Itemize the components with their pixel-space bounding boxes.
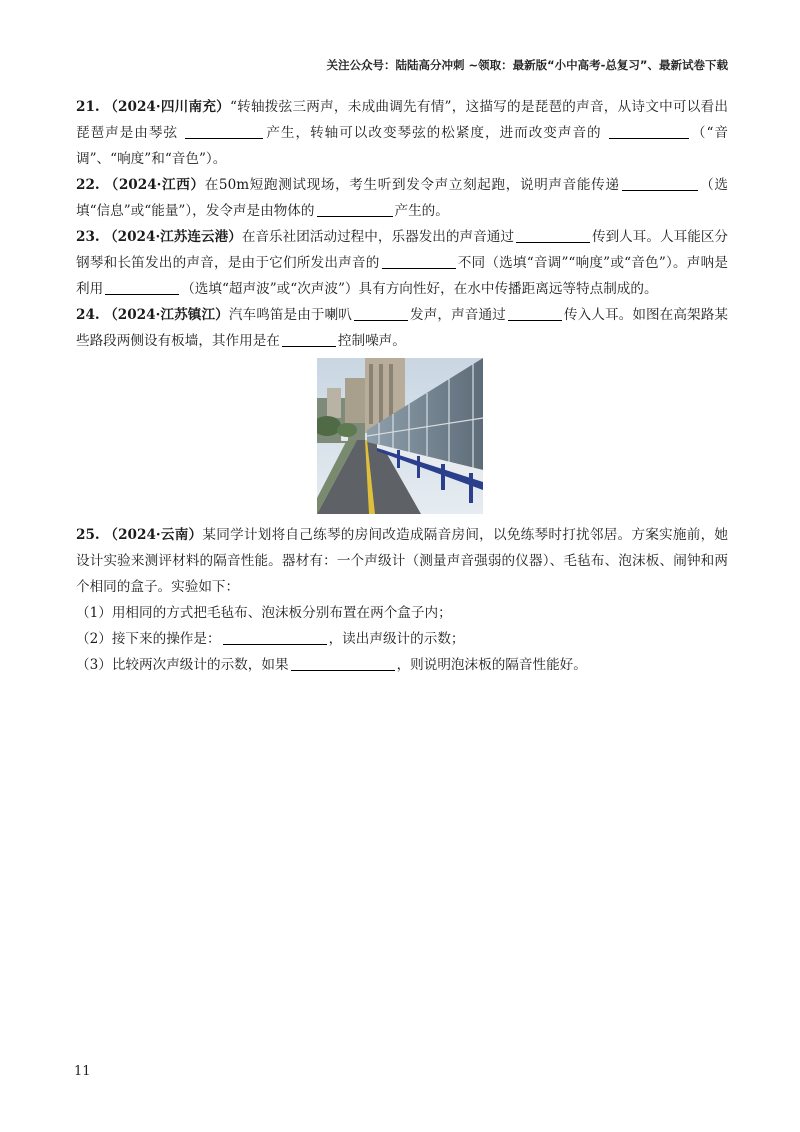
step-text: ，读出声级计的示数； xyxy=(328,631,465,647)
question-25-step-3 xyxy=(76,652,728,678)
highway-barrier-illustration xyxy=(317,358,483,514)
answer-blank[interactable] xyxy=(354,306,408,321)
answer-blank[interactable] xyxy=(282,332,336,347)
question-text: 在音乐社团活动过程中，乐器发出的声音通过 xyxy=(241,229,514,245)
question-text: 产生的。 xyxy=(394,203,449,219)
question-text: 在50m短跑测试现场，考生听到发令声立刻起跑，说明声音能传递 xyxy=(204,177,620,193)
question-number: 23. xyxy=(76,229,100,245)
answer-blank[interactable] xyxy=(291,656,395,671)
question-source: （2024·江西） xyxy=(104,177,205,193)
question-number: 24. xyxy=(76,307,100,323)
question-text: 传到人耳。人耳能区分钢琴和长笛发出的声音，是由于它们所发出声音的 xyxy=(76,229,729,271)
answer-blank[interactable] xyxy=(223,630,327,645)
question-text: 传入人耳。如图在高架路某些路段两侧设有板墙，其作用是在 xyxy=(76,307,729,349)
answer-blank[interactable] xyxy=(508,306,562,321)
question-21 xyxy=(76,94,728,172)
answer-blank[interactable] xyxy=(317,202,393,217)
answer-blank[interactable] xyxy=(516,228,590,243)
question-text: 汽车鸣笛是由于喇叭 xyxy=(228,307,352,323)
question-text: 某同学计划将自己练琴的房间改造成隔音房间，以免练琴时打扰邻居。方案实施前，她设计实验来测评材料的隔音性能。器材有：一个声级计（测量声音强弱的仪器）、毛毡布、泡沫板、闹钟和两个相同的盒子。实验如下： xyxy=(76,527,729,595)
question-text: 发声，声音通过 xyxy=(409,307,506,323)
question-text: （选填“信息”或“能量”），发令声是由物体的 xyxy=(76,177,728,219)
question-source: （2024·江苏镇江） xyxy=(104,307,229,323)
question-25 xyxy=(76,522,728,600)
question-number: 25. xyxy=(76,527,100,543)
step-text: （2）接下来的操作是： xyxy=(76,631,221,647)
question-24 xyxy=(76,302,728,354)
answer-blank[interactable] xyxy=(622,176,698,191)
question-list xyxy=(76,94,728,678)
answer-blank[interactable] xyxy=(609,124,689,139)
question-25-step-1 xyxy=(76,600,728,626)
question-number: 22. xyxy=(76,177,100,193)
question-25-step-2 xyxy=(76,626,728,652)
step-text: （1）用相同的方式把毛毡布、泡沫板分别布置在两个盒子内； xyxy=(76,605,452,621)
question-text: 控制噪声。 xyxy=(337,333,406,349)
answer-blank[interactable] xyxy=(382,254,456,269)
question-text: 产生，转轴可以改变琴弦的松紧度，进而改变声音的 xyxy=(265,125,602,141)
answer-blank[interactable] xyxy=(185,124,263,139)
page-header: 关注公众号：陆陆高分冲刺 ~领取：最新版“小中高考-总复习”、最新试卷下载 xyxy=(326,58,728,72)
step-text: ，则说明泡沫板的隔音性能好。 xyxy=(396,657,587,673)
noise-barrier-photo xyxy=(317,358,483,514)
answer-blank[interactable] xyxy=(105,280,179,295)
question-text: （“音调”、“响度”和“音色”）。 xyxy=(76,125,729,167)
step-text: （3）比较两次声级计的示数，如果 xyxy=(76,657,289,673)
question-number: 21. xyxy=(76,99,100,115)
question-source: （2024·四川南充） xyxy=(104,99,230,115)
question-source: （2024·江苏连云港） xyxy=(104,229,242,245)
question-text: （选填“超声波”或“次声波”）具有方向性好，在水中传播距离远等特点制成的。 xyxy=(181,281,658,297)
question-text: “转轴拨弦三两声，未成曲调先有情”，这描写的是琵琶的声音，从诗文中可以看出琵琶声是由琴弦 xyxy=(76,99,728,141)
page-number: 11 xyxy=(74,1064,91,1079)
question-source: （2024·云南） xyxy=(104,527,203,543)
question-23 xyxy=(76,224,728,302)
question-22 xyxy=(76,172,728,224)
question-text: 不同（选填“音调”“响度”或“音色”）。声呐是利用 xyxy=(76,255,728,297)
